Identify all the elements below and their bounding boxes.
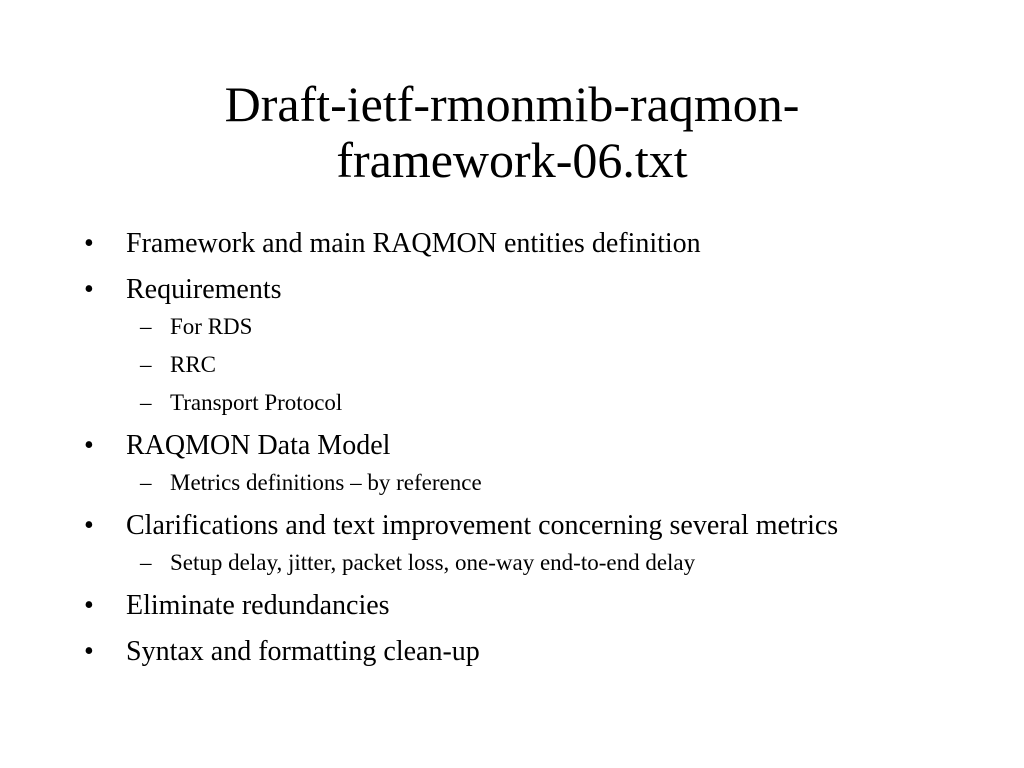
bullet-icon: • <box>84 636 94 667</box>
bullet-text: RAQMON Data Model <box>126 430 391 461</box>
dash-icon: – <box>140 314 152 339</box>
sub-bullet-item <box>126 312 914 342</box>
dash-icon: – <box>140 470 152 495</box>
slide-title-line-1: Draft-ietf-rmonmib-raqmon- <box>224 76 800 132</box>
bullet-item <box>0 588 1024 624</box>
bullet-item <box>0 428 1024 498</box>
sub-bullet-list <box>126 312 914 418</box>
bullet-item <box>0 226 1024 262</box>
bullet-icon: • <box>84 590 94 621</box>
slide-title <box>0 76 1024 188</box>
sub-bullet-item <box>126 548 914 578</box>
sub-bullet-list <box>126 468 914 498</box>
slide-title-line-2: framework-06.txt <box>336 132 688 188</box>
bullet-text: Syntax and formatting clean-up <box>126 636 480 667</box>
sub-bullet-item <box>126 388 914 418</box>
bullet-item <box>0 508 1024 578</box>
dash-icon: – <box>140 390 152 415</box>
bullet-icon: • <box>84 274 94 305</box>
sub-bullet-item <box>126 468 914 498</box>
sub-bullet-list <box>126 548 914 578</box>
sub-bullet-text: Transport Protocol <box>170 390 343 415</box>
bullet-icon: • <box>84 228 94 259</box>
sub-bullet-text: RRC <box>170 352 217 377</box>
sub-bullet-text: Metrics definitions – by reference <box>170 470 482 495</box>
bullet-text: Framework and main RAQMON entities definition <box>126 228 701 259</box>
bullet-item <box>0 272 1024 418</box>
dash-icon: – <box>140 352 152 377</box>
bullet-icon: • <box>84 430 94 461</box>
sub-bullet-text: Setup delay, jitter, packet loss, one-way end-to-end delay <box>170 550 696 575</box>
bullet-list <box>0 226 1024 670</box>
sub-bullet-text: For RDS <box>170 314 253 339</box>
bullet-icon: • <box>84 510 94 541</box>
sub-bullet-item <box>126 350 914 380</box>
bullet-item <box>0 634 1024 670</box>
bullet-text: Clarifications and text improvement concerning several metrics <box>126 510 839 541</box>
bullet-text: Eliminate redundancies <box>126 590 390 621</box>
dash-icon: – <box>140 550 152 575</box>
bullet-text: Requirements <box>126 274 282 305</box>
